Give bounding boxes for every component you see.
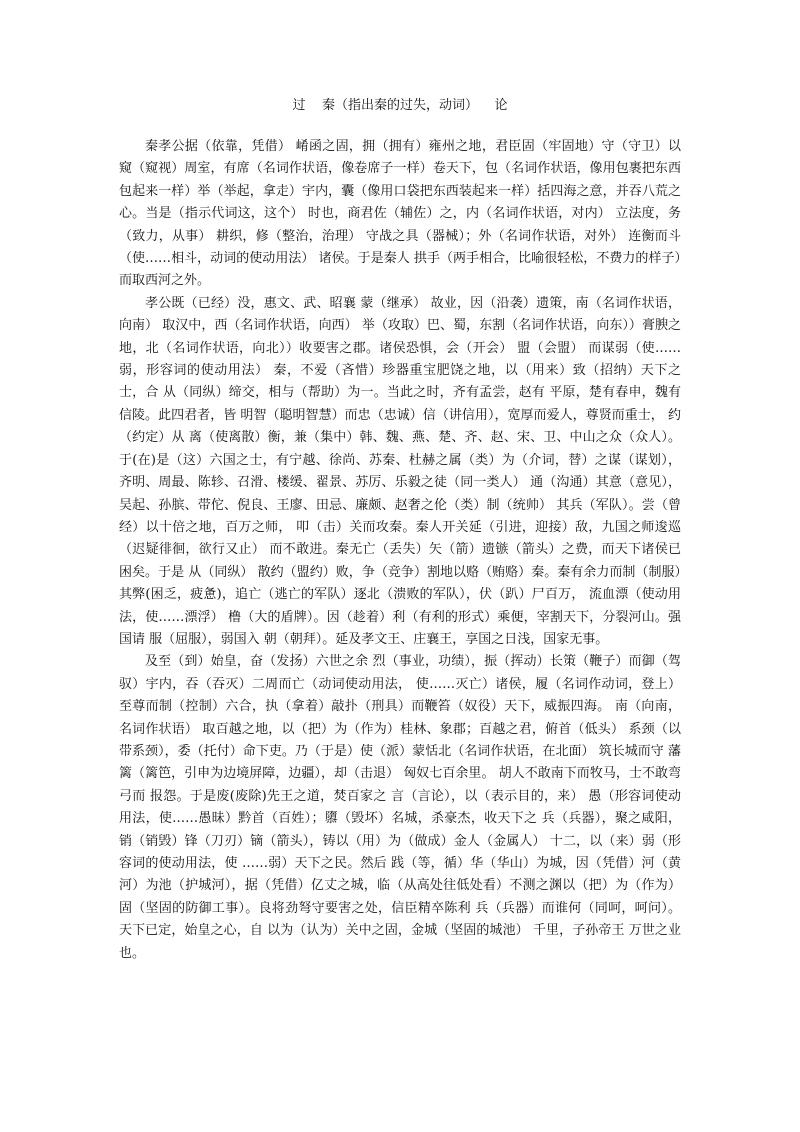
- paragraph: 及至（到）始皇，奋（发扬）六世之余 烈（事业，功绩），振（挥动）长策（鞭子）而御（驾驭）宇内，吞（吞灭）二周而亡（动词使动用法， 使……灭亡）诸侯，履（名词作动词，登上） 至尊而制（控制）六合，执（拿着）敲扑（刑具）而鞭笞（奴役）天下，威振四海。 南（向南，名词作状语） 取百越之地，以（把）为（作为）桂林、象郡；百越之君，俯首（低头） 系颈（以带系颈），委（托付）命下吏。乃（于是）使（派）蒙恬北（名词作状语，在北面） 筑长城而守 藩篱（篱笆，引申为边境屏障，边疆），却（击退） 匈奴七百余里。 胡人不敢南下而牧马，士不敢弯弓而 报怨。于是废(废除)先王之道，焚百家之 言（言论），以（表示目的，来） 愚（形容词使动用法，使……愚昧）黔首（百姓）；隳（毁坏）名城，杀豪杰，收天下之 兵（兵器），聚之咸阳，销（销毁）锋（刀刃）镝（箭头），铸以（用）为（做成）金人（金属人） 十二，以（来）弱（形容词的使动用法，使 ……弱）天下之民。然后 践（等，循）华（华山）为城，因（凭借）河（黄河）为池（护城河），据（凭借）亿丈之城，临（从高处往低处看）不测之渊以（把）为（作为）固（坚固的防御工事）。良将劲弩守要害之处，信臣精卒陈利 兵（兵器）而谁何（同呵，呵问）。天下已定，始皇之心，自 以为（认为）关中之固，金城（坚固的城池） 千里，子孙帝王 万世之业也。: [119, 654, 681, 961]
- document-body: [119, 136, 681, 965]
- paragraph: 秦孝公据（依靠，凭借） 崤函之固，拥（拥有）雍州之地，君臣固（牢固地）守（守卫）以窥（窥视）周室，有席（名词作状语，像卷席子一样）卷天下，包（名词作状语，像用包裹把东西包起来一样）举（举起，拿走）宇内，囊（像用口袋把东西装起来一样）括四海之意，并吞八荒之心。当是（指示代词这，这个） 时也，商君佐（辅佐）之，内（名词作状语，对内） 立法度，务（致力，从事） 耕织，修（整治，治理） 守战之具（器械）；外（名词作状语，对外） 连衡而斗（使……相斗，动词的使动用法） 诸侯。于是秦人 拱手（两手相合，比喻很轻松，不费力的样子）而取西河之外。: [119, 139, 681, 289]
- document-title: 过 秦（指出秦的过失，动词） 论: [292, 98, 508, 113]
- paragraph: 孝公既（已经）没，惠文、武、昭襄 蒙（继承） 故业，因（沿袭）遗策，南（名词作状语，向南） 取汉中，西（名词作状语，向西） 举（攻取）巴、蜀，东割（名词作状语，向东））膏腴之地，北（名词作状语，向北））收要害之郡。诸侯恐惧，会（开会） 盟（会盟） 而谋弱（使……弱，形容词的使动用法） 秦，不爱（吝惜）珍器重宝肥饶之地，以（用来）致（招纳）天下之士，合 从（同纵）缔交，相与（帮助）为一。当此之时，齐有孟尝，赵有 平原，楚有春申，魏有信陵。此四君者，皆 明智（聪明智慧）而忠（忠诚）信（讲信用），宽厚而爱人，尊贤而重士， 约（约定）从 离（使离散）衡，兼（集中）韩、魏、燕、楚、齐、赵、宋、卫、中山之众（众人）。于(在)是（这）六国之士，有宁越、徐尚、苏秦、杜赫之属（类）为（介词，替）之谋（谋划），齐明、周最、陈轸、召滑、楼缓、翟景、苏厉、乐毅之徒（同一类人） 通（沟通）其意（意见），吴起、孙膑、带佗、倪良、王廖、田忌、廉颇、赵奢之伦（类）制（统帅） 其兵（军队）。尝（曾经）以十倍之地，百万之师， 叩（击）关而攻秦。秦人开关延（引进，迎接）敌，九国之师逡巡（迟疑徘徊，欲行又止） 而不敢进。秦无亡（丢失）矢（箭）遗镞（箭头）之费，而天下诸侯已困矣。于是 从（同纵） 散约（盟约）败，争（竞争）割地以赂（贿赂）秦。秦有余力而制（制服）其弊(困乏，疲惫)，追亡（逃亡的军队）逐北（溃败的军队），伏（趴）尸百万， 流血漂（使动用法，使……漂浮） 橹（大的盾牌）。因（趁着）利（有利的形式）乘便，宰割天下，分裂河山。强国请 服（屈服），弱国入 朝（朝拜）。延及孝文王、庄襄王，享国之日浅，国家无事。: [119, 295, 681, 647]
